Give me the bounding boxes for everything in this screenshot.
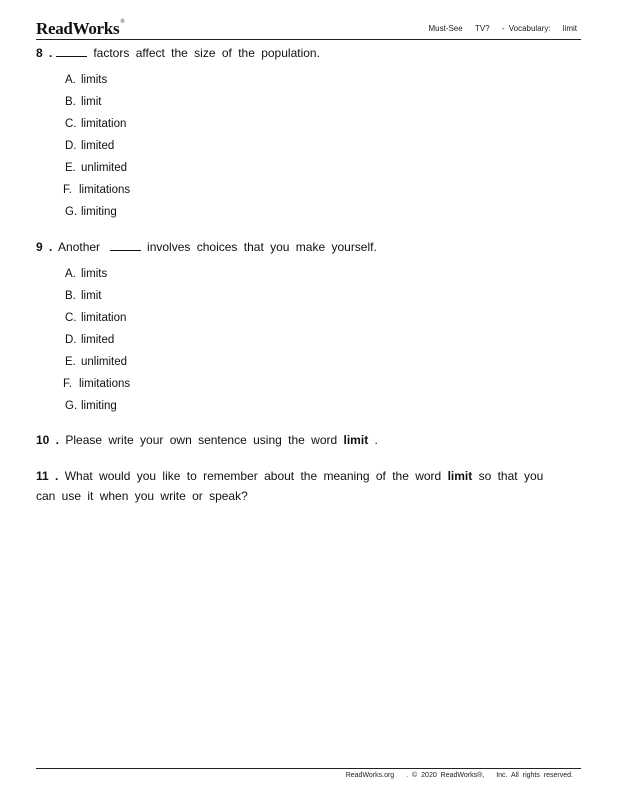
vocab-word: limit [343, 433, 369, 447]
option-text: limited [81, 140, 115, 152]
option-text: limitation [81, 118, 127, 130]
question-number: 9 . [36, 240, 53, 254]
vocab-word: limit [447, 469, 473, 483]
header-meta-3: - Vocabulary: [501, 24, 551, 33]
header-meta-1: Must-See [428, 24, 463, 33]
option-c[interactable] [65, 312, 126, 324]
footer-rights: Inc. All rights reserved. [496, 772, 573, 779]
option-letter: A. [65, 74, 76, 86]
question-10 [36, 433, 378, 447]
option-letter: D. [65, 140, 77, 152]
question-text: involves choices that you make yourself. [147, 240, 377, 254]
question-number: 8 . [36, 46, 53, 60]
logo-mark: ® [120, 19, 125, 25]
option-letter: C. [65, 118, 77, 130]
option-g[interactable] [65, 400, 117, 412]
option-letter: F. [63, 378, 72, 390]
option-letter: A. [65, 268, 76, 280]
option-b[interactable] [65, 96, 101, 108]
option-text: limitations [79, 184, 131, 196]
option-letter: E. [65, 356, 76, 368]
option-f[interactable] [63, 184, 130, 196]
footer-year: . © 2020 ReadWorks®, [406, 772, 485, 779]
option-text: unlimited [81, 356, 128, 368]
option-text: unlimited [81, 162, 128, 174]
option-text: limiting [81, 206, 117, 218]
question-text-after: so that you can use it when you write or speak? [36, 469, 544, 503]
option-text: limits [81, 74, 108, 86]
footer-copyright [338, 772, 573, 779]
option-text: limited [81, 334, 115, 346]
option-text: limit [81, 290, 102, 302]
question-11 [36, 466, 566, 506]
answer-blank[interactable] [56, 46, 87, 57]
option-text: limit [81, 96, 102, 108]
option-a[interactable] [65, 74, 107, 86]
question-9 [36, 240, 377, 254]
question-text: factors affect the size of the population. [93, 46, 320, 60]
logo-text: ReadWorks [36, 19, 120, 38]
option-d[interactable] [65, 334, 114, 346]
readworks-logo [36, 19, 125, 39]
option-e[interactable] [65, 356, 127, 368]
option-letter: C. [65, 312, 77, 324]
page-footer [36, 768, 581, 779]
option-b[interactable] [65, 290, 101, 302]
question-number: 11 . [36, 469, 59, 483]
question-8 [36, 46, 320, 60]
option-letter: G. [65, 206, 78, 218]
header-meta-4: limit [562, 24, 577, 33]
option-c[interactable] [65, 118, 126, 130]
option-g[interactable] [65, 206, 117, 218]
option-letter: E. [65, 162, 76, 174]
option-letter: F. [63, 184, 72, 196]
option-text: limits [81, 268, 108, 280]
question-text: Please write your own sentence using the word [65, 433, 338, 447]
option-e[interactable] [65, 162, 127, 174]
header-meta [420, 24, 577, 33]
header-meta-2: TV? [474, 24, 490, 33]
question-text-before: What would you like to remember about the meaning of the word [64, 469, 442, 483]
option-text: limitations [79, 378, 131, 390]
option-d[interactable] [65, 140, 114, 152]
option-letter: B. [65, 96, 76, 108]
option-text: limiting [81, 400, 117, 412]
answer-blank[interactable] [110, 240, 141, 251]
option-text: limitation [81, 312, 127, 324]
page-header [36, 18, 581, 40]
option-letter: D. [65, 334, 77, 346]
option-letter: G. [65, 400, 78, 412]
footer-site: ReadWorks.org [345, 772, 395, 779]
question-text-before: Another [58, 240, 101, 254]
option-f[interactable] [63, 378, 130, 390]
question-end: . [374, 433, 378, 447]
option-a[interactable] [65, 268, 107, 280]
option-letter: B. [65, 290, 76, 302]
question-number: 10 . [36, 433, 60, 447]
